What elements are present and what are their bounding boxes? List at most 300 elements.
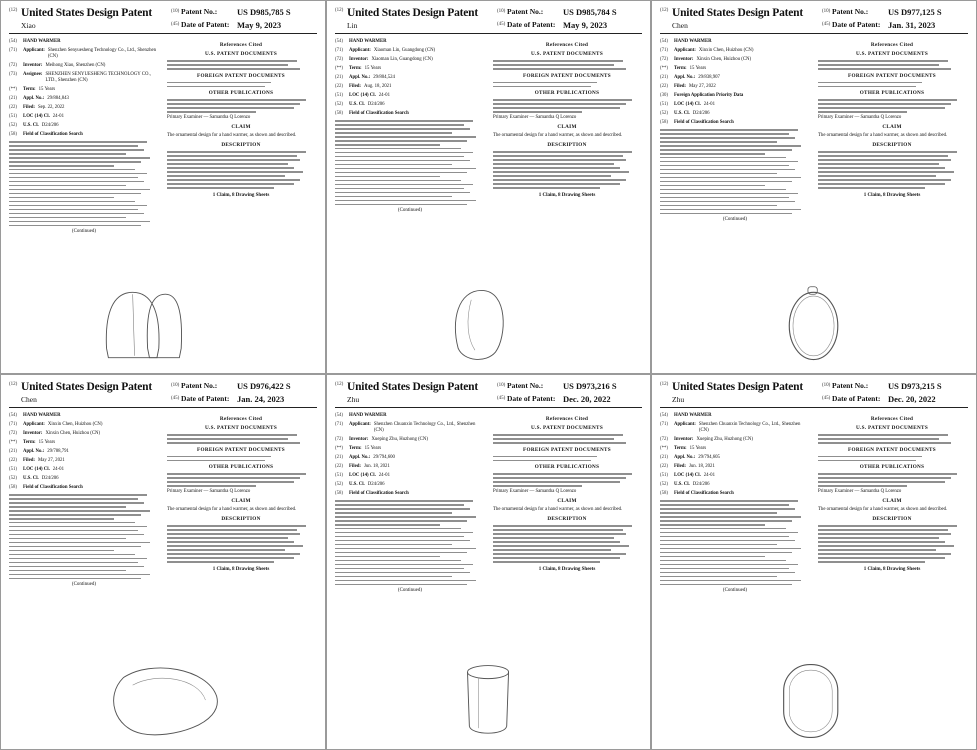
field-value: 24-01 [378,93,390,98]
inid-code: (52) [660,482,668,487]
text-line [335,148,461,150]
inid-code: (51) [660,102,668,107]
field-value: Sep. 22, 2022 [38,105,65,110]
inid-code: (58) [9,132,17,137]
text-line [9,506,126,508]
text-line [335,128,470,130]
text-line [660,584,792,586]
text-line [335,508,470,510]
biblio-field [335,57,485,63]
biblio-field [660,422,810,434]
field-value [390,413,485,419]
text-line [335,160,470,162]
text-line [660,145,801,147]
text-line [660,141,777,143]
field-value [390,39,485,45]
biblio-field [660,491,810,497]
text-line [818,82,922,84]
patent-number-label [181,381,291,391]
field-key: Field of Classification Search [349,491,409,496]
us-docs-heading: U.S. PATENT DOCUMENTS [204,51,277,57]
inid-code: (51) [9,114,17,119]
examiner-line: Primary Examiner — Samantha Q Lorenzo [493,489,577,495]
text-line [167,537,288,539]
patent-date: May 9, 2023 [237,20,282,30]
text-line [493,561,600,563]
biblio-field [335,437,485,443]
foreign-docs-heading: FOREIGN PATENT DOCUMENTS [523,446,611,453]
references-heading: References Cited [219,416,263,422]
inid-code: (71) [335,422,343,427]
inid-code: (71) [660,48,668,53]
text-line [493,545,629,547]
text-line [335,536,464,538]
patent-date-label [507,394,611,404]
biblio-field [335,413,485,419]
text-line [660,153,765,155]
field-value: SHENZHEN SENYUESHENG TECHNOLOGY CO., LTD., Shenzhen (CN) [45,72,151,83]
text-line [167,175,285,177]
biblio-field [335,48,485,54]
patent-date-label [832,20,936,30]
continued-note: (Continued) [71,582,97,588]
other-pubs-heading: OTHER PUBLICATIONS [534,464,600,471]
biblio-field [660,473,810,479]
text-line [167,155,297,157]
biblio-field [335,84,485,90]
text-line [660,149,792,151]
patent-date: Jan. 31, 2023 [888,20,936,30]
text-line [335,540,470,542]
text-line [818,561,925,563]
inid-code: (**) [335,66,343,71]
patent-page [326,0,651,374]
text-line [660,189,786,191]
inid-code: (72) [9,63,17,68]
continued-note: (Continued) [397,208,423,214]
continued-note: (Continued) [397,588,423,594]
biblio-field [9,413,159,419]
text-line [335,520,467,522]
text-line [660,213,792,215]
inventor-surname: Chen [672,21,688,30]
text-line [167,179,300,181]
text-line [335,164,452,166]
foreign-docs-heading: FOREIGN PATENT DOCUMENTS [848,446,936,453]
text-line [335,124,464,126]
text-line [9,169,135,171]
biblio-field [9,467,159,473]
biblio-column [335,413,485,593]
patent-header [660,7,968,34]
field-key: U.S. Cl. [349,482,365,487]
references-column [167,39,315,198]
text-line [493,557,620,559]
inid-code: (71) [660,422,668,427]
text-line [660,508,795,510]
text-line [493,151,632,153]
field-value: 15 Years [364,66,382,71]
biblio-field [9,87,159,93]
text-line [167,549,285,551]
text-line [818,473,957,475]
field-value: D24/206 [692,111,710,116]
text-line [9,157,150,159]
us-docs-heading: U.S. PATENT DOCUMENTS [530,425,603,431]
text-line [660,512,777,514]
text-line [9,510,150,512]
field-value: Xueping Zhu, Huzhong (CN) [696,437,753,442]
inid-code: (22) [335,84,343,89]
biblio-field [660,84,810,90]
us-docs-heading: U.S. PATENT DOCUMENTS [204,425,277,431]
text-line [335,556,440,558]
text-line [493,163,614,165]
field-key: Applicant: [23,422,45,427]
claims-count: 1 Claim, 8 Drawing Sheets [538,192,596,198]
inid-code: (54) [335,39,343,44]
field-key: Foreign Application Priority Data [674,93,744,98]
design-drawing [387,283,590,367]
references-column [818,39,966,198]
biblio-field [9,431,159,437]
patent-date: Jan. 24, 2023 [237,394,285,404]
references-column [167,413,315,572]
text-line [167,557,294,559]
text-line [818,187,925,189]
text-line [9,542,150,544]
inid-code: (30) [660,93,668,98]
hand-warmer-drawing [712,283,916,367]
text-line [167,434,297,436]
field-key: Assignee: [23,72,43,77]
field-value: 15 Years [38,440,56,445]
field-key: Term: [349,446,362,451]
references-heading: References Cited [545,416,589,422]
design-drawing [61,659,265,743]
inid-code: (45) [171,22,180,27]
inid-code: (72) [335,437,343,442]
biblio-field [660,75,810,81]
field-key: Filed: [674,464,686,469]
field-value: D24/206 [41,123,59,128]
field-key: Appl. No.: [23,449,45,454]
text-line [9,546,141,548]
text-line [335,560,461,562]
text-line [493,473,632,475]
field-key: Applicant: [674,422,696,427]
text-line [167,60,297,62]
biblio-field [660,446,810,452]
text-line [660,556,765,558]
text-line [167,442,300,444]
patent-number: US D985,784 S [563,7,617,17]
field-value [64,413,159,419]
foreign-docs-heading: FOREIGN PATENT DOCUMENTS [197,446,285,453]
field-value: Xinxin Chen, Huizhou (CN) [696,57,752,62]
text-line [493,485,582,487]
text-line [9,522,135,524]
field-key: Applicant: [674,48,696,53]
inventor-surname: Xiao [21,21,36,30]
text-line [9,550,114,552]
text-line [9,518,114,520]
claim-text: The ornamental design for a hand warmer, as shown and described. [493,133,623,139]
field-key: Term: [349,66,362,71]
text-line [493,537,614,539]
text-line [493,187,600,189]
field-key: HAND WARMER [23,39,61,44]
field-value: 15 Years [689,446,707,451]
field-value: 29/884,843 [47,96,69,101]
text-line [167,82,271,84]
inid-code: (22) [9,458,17,463]
text-line [9,498,138,500]
inid-code: (52) [335,482,343,487]
other-pubs-heading: OTHER PUBLICATIONS [208,464,274,471]
inid-code: (10) [822,9,831,14]
patent-page [651,0,977,374]
text-line [660,185,765,187]
text-line [335,140,467,142]
text-line [9,185,126,187]
other-pubs-heading: OTHER PUBLICATIONS [534,90,600,97]
patent-page [326,374,651,750]
biblio-field [9,105,159,111]
inid-code: (54) [9,39,17,44]
inid-code: (21) [335,75,343,80]
inid-code: (45) [822,396,831,401]
text-line [167,438,288,440]
text-line [493,525,632,527]
text-line [818,111,907,113]
field-key: Applicant: [23,48,45,53]
text-line [660,177,801,179]
inid-code: (54) [660,39,668,44]
field-key: Field of Classification Search [674,120,734,125]
inid-code: (10) [497,383,506,388]
us-docs-heading: U.S. PATENT DOCUMENTS [855,425,928,431]
patent-header [335,381,642,408]
claim-heading: CLAIM [231,498,251,505]
patent-date: Dec. 20, 2022 [888,394,936,404]
field-value: Shenzhen Chuanxin Technology Co., Ltd., Shenzhen (CN) [373,422,476,433]
text-line [335,204,467,206]
biblio-field [9,132,159,138]
claim-heading: CLAIM [231,124,251,131]
text-line [818,175,936,177]
text-line [335,196,452,198]
design-drawing [712,659,916,743]
field-key: HAND WARMER [674,413,712,418]
text-line [818,438,939,440]
text-line [335,532,473,534]
field-key: Appl. No.: [23,96,45,101]
text-line [335,548,476,550]
inid-code: (12) [660,382,669,387]
text-line [493,549,611,551]
text-line [335,500,473,502]
text-line [9,578,141,580]
text-line [9,570,126,572]
text-line [167,477,300,479]
inid-code: (54) [9,413,17,418]
field-key: Inventor: [674,57,694,62]
foreign-docs-heading: FOREIGN PATENT DOCUMENTS [523,72,611,79]
description-heading: DESCRIPTION [872,142,912,149]
other-pubs-heading: OTHER PUBLICATIONS [859,90,925,97]
patent-office-title: United States Design Patent [672,381,803,393]
hand-warmer-drawing [61,283,265,367]
field-key: Filed: [674,84,686,89]
field-key: Filed: [23,458,35,463]
text-line [9,554,135,556]
text-line [493,99,632,101]
text-line [167,103,300,105]
field-value: D24/206 [692,482,710,487]
biblio-field [9,449,159,455]
field-value [86,132,159,138]
field-key: Appl. No.: [674,75,696,80]
inid-code: (45) [497,396,506,401]
text-line [660,564,798,566]
text-line [660,528,786,530]
text-line [818,533,951,535]
biblio-field [335,75,485,81]
text-line [335,136,476,138]
claim-text: The ornamental design for a hand warmer, as shown and described. [818,507,948,513]
inid-code: (**) [660,446,668,451]
text-line [493,107,620,109]
description-heading: DESCRIPTION [221,516,261,523]
inid-code: (22) [9,105,17,110]
text-line [818,525,957,527]
text-line [493,533,626,535]
biblio-field [9,123,159,129]
field-key: HAND WARMER [349,413,387,418]
text-line [167,68,300,70]
inid-code: (12) [9,8,18,13]
examiner-line: Primary Examiner — Samantha Q Lorenzo [818,489,902,495]
us-docs-heading: U.S. PATENT DOCUMENTS [530,51,603,57]
text-line [818,159,951,161]
text-line [818,541,945,543]
text-line [818,163,939,165]
text-line [660,576,777,578]
inid-code: (58) [335,491,343,496]
biblio-field [660,102,810,108]
references-heading: References Cited [219,42,263,48]
field-key: Filed: [349,464,361,469]
description-heading: DESCRIPTION [547,142,587,149]
text-line [9,173,147,175]
text-line [818,549,936,551]
biblio-field [335,446,485,452]
field-value: 24-01 [52,114,64,119]
field-value: May 27, 2022 [689,84,716,89]
claims-count: 1 Claim, 8 Drawing Sheets [212,192,270,198]
biblio-field [660,48,810,54]
text-line [335,516,476,518]
text-line [818,434,948,436]
text-line [167,525,306,527]
biblio-field [9,422,159,428]
inid-code: (10) [171,9,180,14]
text-line [660,169,795,171]
field-key: U.S. Cl. [23,476,39,481]
claim-heading: CLAIM [882,498,902,505]
text-line [660,197,789,199]
inid-code: (21) [335,455,343,460]
field-key: HAND WARMER [674,39,712,44]
field-value: 29/804,524 [373,75,395,80]
claim-text: The ornamental design for a hand warmer, as shown and described. [167,133,297,139]
text-line [9,197,114,199]
text-line [493,64,614,66]
text-line [335,156,464,158]
patent-office-title: United States Design Patent [21,381,152,393]
text-line [167,163,288,165]
text-line [9,562,138,564]
biblio-field [9,440,159,446]
patent-number-label [832,381,942,391]
inid-code: (10) [497,9,506,14]
text-line [660,568,789,570]
design-drawing [61,283,265,367]
field-key: Filed: [349,84,361,89]
text-line [9,217,126,219]
text-line [167,99,306,101]
text-line [493,460,591,462]
field-value: D24/206 [367,482,385,487]
field-value: Aug. 18, 2021 [364,84,392,89]
field-value [737,120,810,126]
text-line [493,529,623,531]
patent-number-label [832,7,942,17]
field-value [737,491,810,497]
text-line [167,485,256,487]
references-column [818,413,966,572]
patent-number: US D976,422 S [237,381,291,391]
text-line [660,205,777,207]
text-line [335,176,440,178]
patent-number-caption: Patent No.: [832,7,869,16]
text-line [660,173,777,175]
text-line [9,189,150,191]
inid-code: (21) [660,75,668,80]
patent-office-title: United States Design Patent [347,381,478,393]
text-line [818,179,951,181]
text-line [660,572,795,574]
patent-header [9,381,317,408]
foreign-docs-heading: FOREIGN PATENT DOCUMENTS [197,72,285,79]
inventor-surname: Zhu [672,395,685,404]
field-value: 24-01 [703,102,715,107]
text-line [167,541,294,543]
biblio-field [335,102,485,108]
biblio-field [335,39,485,45]
biblio-field [335,491,485,497]
text-line [493,541,620,543]
biblio-column [660,413,810,593]
inid-code: (22) [335,464,343,469]
text-line [493,442,626,444]
text-line [335,564,473,566]
field-value [715,39,810,45]
field-value: Xinxin Chen, Huizhou (CN) [698,48,754,53]
text-line [818,68,951,70]
text-line [818,442,951,444]
